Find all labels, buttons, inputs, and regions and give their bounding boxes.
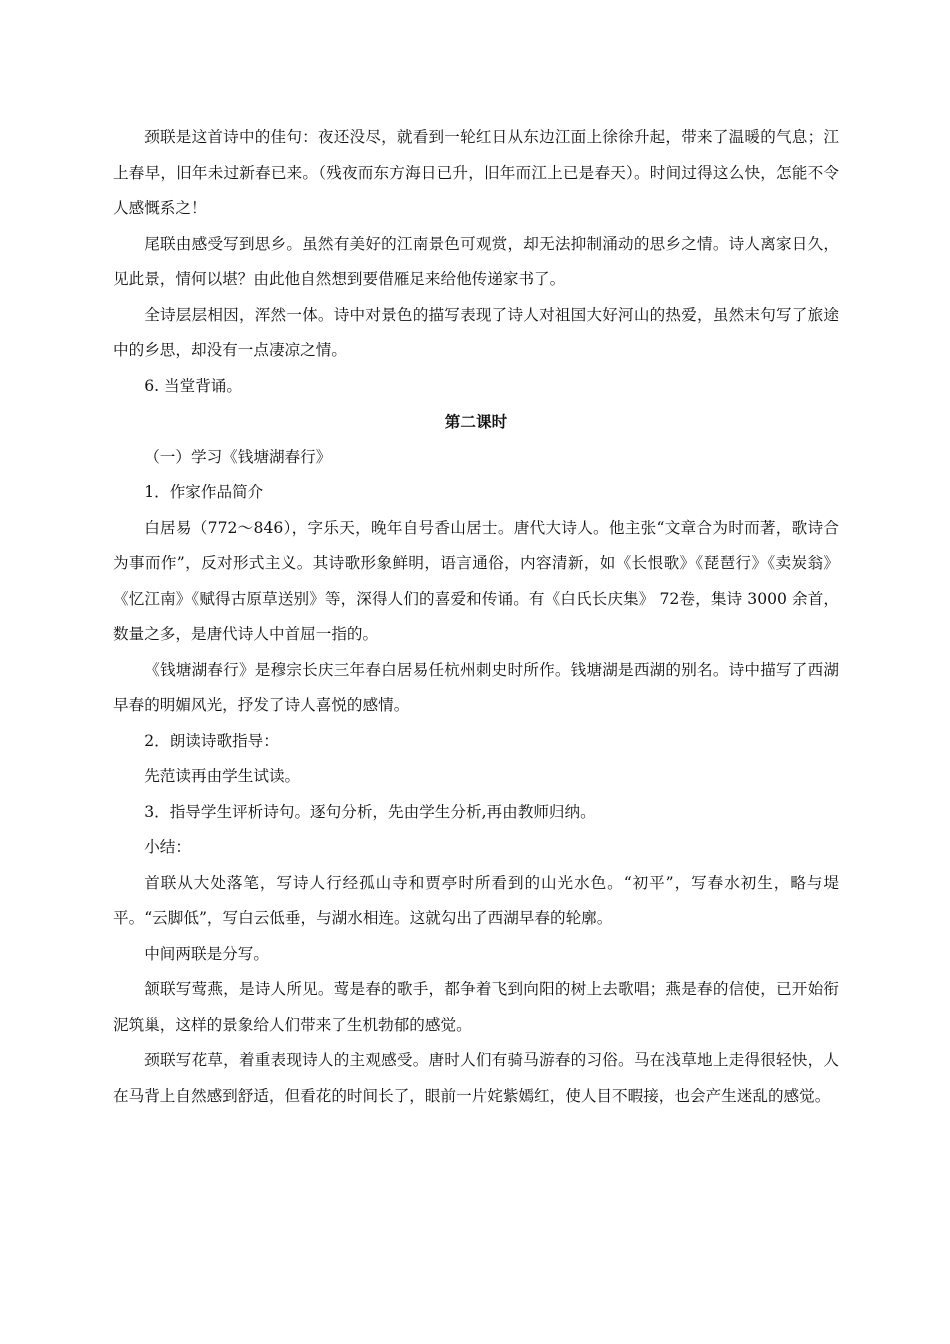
section-heading: 第二课时 <box>444 412 508 431</box>
paragraph-summary: 全诗层层相因，浑然一体。诗中对景色的描写表现了诗人对祖国大好河山的热爱，虽然末句写了旅途中的乡思，却没有一点凄凉之情。 <box>113 305 839 359</box>
paragraph-middle-couplets: 中间两联是分写。 <box>144 944 269 963</box>
paragraph-author-bio: 白居易（772～846），字乐天，晚年自号香山居士。唐代大诗人。他主张“文章合为时而著，歌诗合为事而作”，反对形式主义。其诗歌形象鲜明，语言通俗，内容清新，如《长恨歌》《琵琶行》《卖炭翁》《忆江南》《赋得古原草送别》等，深得人们的喜爱和传诵。有《白氏长庆集》 72卷，集诗 3000 余首，数量之多，是唐代诗人中首屈一指的。 <box>113 518 839 643</box>
paragraph-poem-background: 《钱塘湖春行》是穆宗长庆三年春白居易任杭州刺史时所作。钱塘湖是西湖的别名。诗中描写了西湖早春的明媚风光，抒发了诗人喜悦的感情。 <box>113 660 839 714</box>
paragraph-recite: 6. 当堂背诵。 <box>144 376 242 395</box>
paragraph-study-title: （一）学习《钱塘湖春行》 <box>144 447 332 466</box>
paragraph-neck-couplet-flowers: 颈联写花草，着重表现诗人的主观感受。唐时人们有骑马游春的习俗。马在浅草地上走得很轻快，人在马背上自然感到舒适，但看花的时间长了，眼前一片姹紫嫣红，使人目不暇接，也会产生迷乱的感觉。 <box>113 1051 839 1105</box>
paragraph-summary-label: 小结： <box>144 838 191 856</box>
paragraph-analysis-guide: 3．指导学生评析诗句。逐句分析，先由学生分析,再由教师归纳。 <box>144 802 596 821</box>
paragraph-demo-reading: 先范读再由学生试读。 <box>144 767 301 785</box>
document-body <box>113 120 839 1114</box>
paragraph-first-couplet: 首联从大处落笔，写诗人行经孤山寺和贾亭时所看到的山光水色。“初平”，写春水初生，略与堤平。“云脚低”，写白云低垂，与湖水相连。这就勾出了西湖早春的轮廓。 <box>113 873 839 927</box>
paragraph-chin-couplet: 颔联写莺燕，是诗人所见。莺是春的歌手，都争着飞到向阳的树上去歌唱；燕是春的信使，已开始衔泥筑巢，这样的景象给人们带来了生机勃郁的感觉。 <box>113 980 839 1034</box>
paragraph-reading-guide: 2．朗读诗歌指导： <box>144 731 279 750</box>
paragraph-neck-couplet: 颈联是这首诗中的佳句：夜还没尽，就看到一轮红日从东边江面上徐徐升起，带来了温暖的气息；江上春早，旧年未过新春已来。（残夜而东方海日已升，旧年而江上已是春天）。时间过得这么快，怎能不令人感慨系之！ <box>113 128 839 217</box>
paragraph-tail-couplet: 尾联由感受写到思乡。虽然有美好的江南景色可观赏，却无法抑制涌动的思乡之情。诗人离家日久，见此景，情何以堪？由此他自然想到要借雁足来给他传递家书了。 <box>113 234 839 288</box>
paragraph-author-intro-title: 1．作家作品简介 <box>144 483 264 501</box>
